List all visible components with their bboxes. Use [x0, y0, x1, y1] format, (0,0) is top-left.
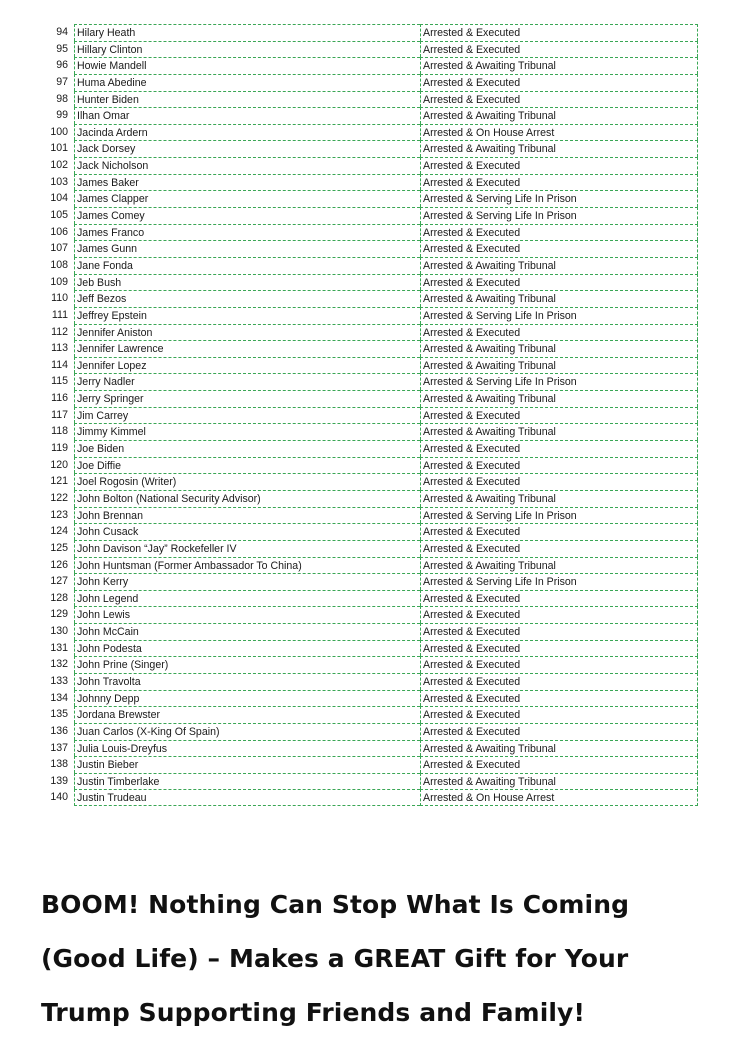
- name-cell: Ilhan Omar: [74, 107, 420, 124]
- table-row: [46, 91, 698, 108]
- row-number-cell: 109: [50, 275, 68, 288]
- name-cell: Jeff Bezos: [74, 290, 420, 307]
- table-row: [46, 257, 698, 274]
- row-number-cell: 112: [51, 325, 68, 338]
- name-cell: Jim Carrey: [74, 407, 420, 424]
- table-row: [46, 324, 698, 341]
- headline-line: (Good Life) – Makes a GREAT Gift for Your: [41, 944, 629, 973]
- name-cell: John Bolton (National Security Advisor): [74, 490, 420, 507]
- row-number-cell: 127: [50, 575, 68, 588]
- name-cell: John Prine (Singer): [74, 656, 420, 673]
- table-row: [46, 240, 698, 257]
- table-row: [46, 740, 698, 757]
- row-number-cell: 96: [56, 59, 68, 72]
- table-row: [46, 373, 698, 390]
- row-number-cell: 108: [50, 258, 68, 271]
- name-cell: Jerry Springer: [74, 390, 420, 407]
- row-number-cell: 119: [51, 442, 68, 455]
- row-number-cell: 133: [50, 674, 68, 687]
- row-number-cell: 106: [50, 225, 68, 238]
- status-cell: Arrested & Executed: [420, 74, 698, 91]
- status-cell: Arrested & Awaiting Tribunal: [420, 57, 698, 74]
- name-cell: James Clapper: [74, 190, 420, 207]
- status-cell: Arrested & Executed: [420, 91, 698, 108]
- table-row: [46, 440, 698, 457]
- row-number-cell: 135: [50, 708, 68, 721]
- name-cell: Jane Fonda: [74, 257, 420, 274]
- row-number-cell: 98: [56, 92, 68, 105]
- table-row: [46, 290, 698, 307]
- name-cell: Juan Carlos (X-King Of Spain): [74, 723, 420, 740]
- status-cell: Arrested & Executed: [420, 756, 698, 773]
- status-cell: Arrested & Awaiting Tribunal: [420, 740, 698, 757]
- row-number-cell: 134: [50, 691, 68, 704]
- row-number-cell: 124: [50, 525, 68, 538]
- row-number-cell: 125: [50, 541, 68, 554]
- table-row: [46, 557, 698, 574]
- row-number-cell: 100: [50, 125, 68, 138]
- name-cell: Justin Timberlake: [74, 773, 420, 790]
- row-number-cell: 111: [51, 308, 68, 321]
- row-number-cell: 139: [50, 774, 68, 787]
- row-number-cell: 97: [56, 75, 68, 88]
- status-cell: Arrested & Executed: [420, 640, 698, 657]
- status-cell: Arrested & Executed: [420, 673, 698, 690]
- name-cell: Jack Nicholson: [74, 157, 420, 174]
- name-cell: John Podesta: [74, 640, 420, 657]
- table-row: [46, 423, 698, 440]
- status-cell: Arrested & Executed: [420, 407, 698, 424]
- status-cell: Arrested & Executed: [420, 656, 698, 673]
- table-row: [46, 490, 698, 507]
- name-cell: John Davison “Jay” Rockefeller IV: [74, 540, 420, 557]
- name-cell: Hilary Heath: [74, 24, 420, 41]
- name-cell: Jacinda Ardern: [74, 124, 420, 141]
- row-number-cell: 136: [50, 724, 68, 737]
- name-cell: Johnny Depp: [74, 690, 420, 707]
- name-cell: Huma Abedine: [74, 74, 420, 91]
- name-cell: John Legend: [74, 590, 420, 607]
- table-row: [46, 507, 698, 524]
- row-number-cell: 102: [50, 159, 68, 172]
- table-row: [46, 174, 698, 191]
- name-cell: Jeffrey Epstein: [74, 307, 420, 324]
- headline-text: [41, 878, 711, 1040]
- name-cell: John Brennan: [74, 507, 420, 524]
- row-number-cell: 94: [56, 26, 68, 38]
- row-number-cell: 129: [50, 608, 68, 621]
- status-cell: Arrested & Executed: [420, 723, 698, 740]
- row-number-cell: 121: [50, 475, 68, 488]
- row-number-cell: 130: [50, 625, 68, 638]
- status-cell: Arrested & Executed: [420, 174, 698, 191]
- table-row: [46, 107, 698, 124]
- name-cell: Howie Mandell: [74, 57, 420, 74]
- headline-line: Trump Supporting Friends and Family!: [41, 998, 585, 1027]
- table-row: [46, 157, 698, 174]
- name-cell: James Baker: [74, 174, 420, 191]
- status-cell: Arrested & Executed: [420, 41, 698, 58]
- row-number-cell: 126: [50, 558, 68, 571]
- name-cell: Jimmy Kimmel: [74, 423, 420, 440]
- table-row: [46, 606, 698, 623]
- table-row: [46, 124, 698, 141]
- status-cell: Arrested & Executed: [420, 324, 698, 341]
- row-number-cell: 122: [50, 491, 68, 504]
- name-cell: James Gunn: [74, 240, 420, 257]
- status-cell: Arrested & Executed: [420, 24, 698, 41]
- name-cell: John Huntsman (Former Ambassador To China): [74, 557, 420, 574]
- table-row: [46, 773, 698, 790]
- status-cell: Arrested & Executed: [420, 240, 698, 257]
- row-number-cell: 131: [50, 641, 68, 654]
- table-row: [46, 41, 698, 58]
- name-cell: James Franco: [74, 224, 420, 241]
- name-cell: Justin Trudeau: [74, 789, 420, 806]
- name-cell: James Comey: [74, 207, 420, 224]
- status-cell: Arrested & Awaiting Tribunal: [420, 357, 698, 374]
- status-cell: Arrested & Serving Life In Prison: [420, 307, 698, 324]
- table-row: [46, 224, 698, 241]
- status-cell: Arrested & Awaiting Tribunal: [420, 390, 698, 407]
- name-cell: John Lewis: [74, 606, 420, 623]
- status-cell: Arrested & Awaiting Tribunal: [420, 340, 698, 357]
- status-cell: Arrested & Awaiting Tribunal: [420, 423, 698, 440]
- table-row: [46, 690, 698, 707]
- name-cell: John Travolta: [74, 673, 420, 690]
- name-cell: Hillary Clinton: [74, 41, 420, 58]
- name-cell: John Kerry: [74, 573, 420, 590]
- name-cell: John Cusack: [74, 523, 420, 540]
- table-row: [46, 523, 698, 540]
- table-row: [46, 340, 698, 357]
- table-row: [46, 590, 698, 607]
- status-cell: Arrested & Serving Life In Prison: [420, 373, 698, 390]
- status-cell: Arrested & Awaiting Tribunal: [420, 257, 698, 274]
- table-row: [46, 573, 698, 590]
- row-number-cell: 120: [50, 458, 68, 471]
- row-number-cell: 138: [50, 758, 68, 771]
- table-row: [46, 357, 698, 374]
- row-number-cell: 95: [56, 42, 68, 55]
- row-number-cell: 132: [50, 658, 68, 671]
- name-cell: Jennifer Lopez: [74, 357, 420, 374]
- table-row: [46, 723, 698, 740]
- row-number-cell: 123: [50, 508, 68, 521]
- table-row: [46, 307, 698, 324]
- name-cell: Joel Rogosin (Writer): [74, 473, 420, 490]
- status-cell: Arrested & Serving Life In Prison: [420, 507, 698, 524]
- table-row: [46, 706, 698, 723]
- status-cell: Arrested & Awaiting Tribunal: [420, 773, 698, 790]
- row-number-cell: 110: [51, 292, 68, 305]
- status-cell: Arrested & Executed: [420, 274, 698, 291]
- table-row: [46, 274, 698, 291]
- name-cell: Joe Biden: [74, 440, 420, 457]
- name-cell: Jack Dorsey: [74, 140, 420, 157]
- table-row: [46, 207, 698, 224]
- table-row: [46, 640, 698, 657]
- status-cell: Arrested & Executed: [420, 473, 698, 490]
- status-cell: Arrested & Serving Life In Prison: [420, 573, 698, 590]
- status-cell: Arrested & Awaiting Tribunal: [420, 107, 698, 124]
- name-cell: Jennifer Aniston: [74, 324, 420, 341]
- name-cell: Julia Louis-Dreyfus: [74, 740, 420, 757]
- status-cell: Arrested & Executed: [420, 690, 698, 707]
- name-cell: Jennifer Lawrence: [74, 340, 420, 357]
- table-row: [46, 140, 698, 157]
- row-number-cell: 101: [50, 142, 68, 155]
- row-number-cell: 113: [51, 342, 68, 355]
- status-cell: Arrested & Executed: [420, 523, 698, 540]
- status-cell: Arrested & Executed: [420, 457, 698, 474]
- status-cell: Arrested & Awaiting Tribunal: [420, 490, 698, 507]
- status-cell: Arrested & Executed: [420, 157, 698, 174]
- table-row: [46, 457, 698, 474]
- status-cell: Arrested & Awaiting Tribunal: [420, 290, 698, 307]
- headline-line: BOOM! Nothing Can Stop What Is Coming: [41, 890, 630, 919]
- row-number-cell: 137: [50, 741, 68, 754]
- row-number-cell: 117: [51, 408, 68, 421]
- status-cell: Arrested & On House Arrest: [420, 124, 698, 141]
- table-row: [46, 623, 698, 640]
- row-number-cell: 99: [56, 109, 68, 122]
- name-cell: Joe Diffie: [74, 457, 420, 474]
- row-number-cell: 103: [50, 175, 68, 188]
- status-cell: Arrested & Executed: [420, 706, 698, 723]
- table-row: [46, 656, 698, 673]
- status-cell: Arrested & Serving Life In Prison: [420, 207, 698, 224]
- status-cell: Arrested & Executed: [420, 606, 698, 623]
- name-cell: Jordana Brewster: [74, 706, 420, 723]
- row-number-cell: 118: [51, 425, 68, 438]
- row-number-cell: 116: [51, 392, 68, 405]
- row-number-cell: 114: [51, 358, 68, 371]
- row-number-cell: 107: [50, 242, 68, 255]
- row-number-cell: 115: [51, 375, 68, 388]
- status-cell: Arrested & Executed: [420, 224, 698, 241]
- row-number-cell: 105: [50, 209, 68, 222]
- table-row: [46, 390, 698, 407]
- spreadsheet-table: [46, 24, 698, 806]
- table-row: [46, 24, 698, 41]
- status-cell: Arrested & Awaiting Tribunal: [420, 140, 698, 157]
- name-cell: John McCain: [74, 623, 420, 640]
- name-cell: Justin Bieber: [74, 756, 420, 773]
- status-cell: Arrested & Executed: [420, 623, 698, 640]
- row-number-cell: 128: [50, 591, 68, 604]
- table-row: [46, 473, 698, 490]
- table-row: [46, 756, 698, 773]
- name-cell: Jeb Bush: [74, 274, 420, 291]
- status-cell: Arrested & Serving Life In Prison: [420, 190, 698, 207]
- status-cell: Arrested & On House Arrest: [420, 789, 698, 806]
- row-number-cell: 104: [50, 192, 68, 205]
- table-row: [46, 74, 698, 91]
- table-row: [46, 540, 698, 557]
- status-cell: Arrested & Executed: [420, 440, 698, 457]
- table-row: [46, 57, 698, 74]
- name-cell: Jerry Nadler: [74, 373, 420, 390]
- table-row: [46, 789, 698, 806]
- status-cell: Arrested & Executed: [420, 540, 698, 557]
- row-number-cell: 140: [50, 791, 68, 804]
- table-row: [46, 673, 698, 690]
- name-cell: Hunter Biden: [74, 91, 420, 108]
- table-row: [46, 407, 698, 424]
- status-cell: Arrested & Awaiting Tribunal: [420, 557, 698, 574]
- status-cell: Arrested & Executed: [420, 590, 698, 607]
- table-row: [46, 190, 698, 207]
